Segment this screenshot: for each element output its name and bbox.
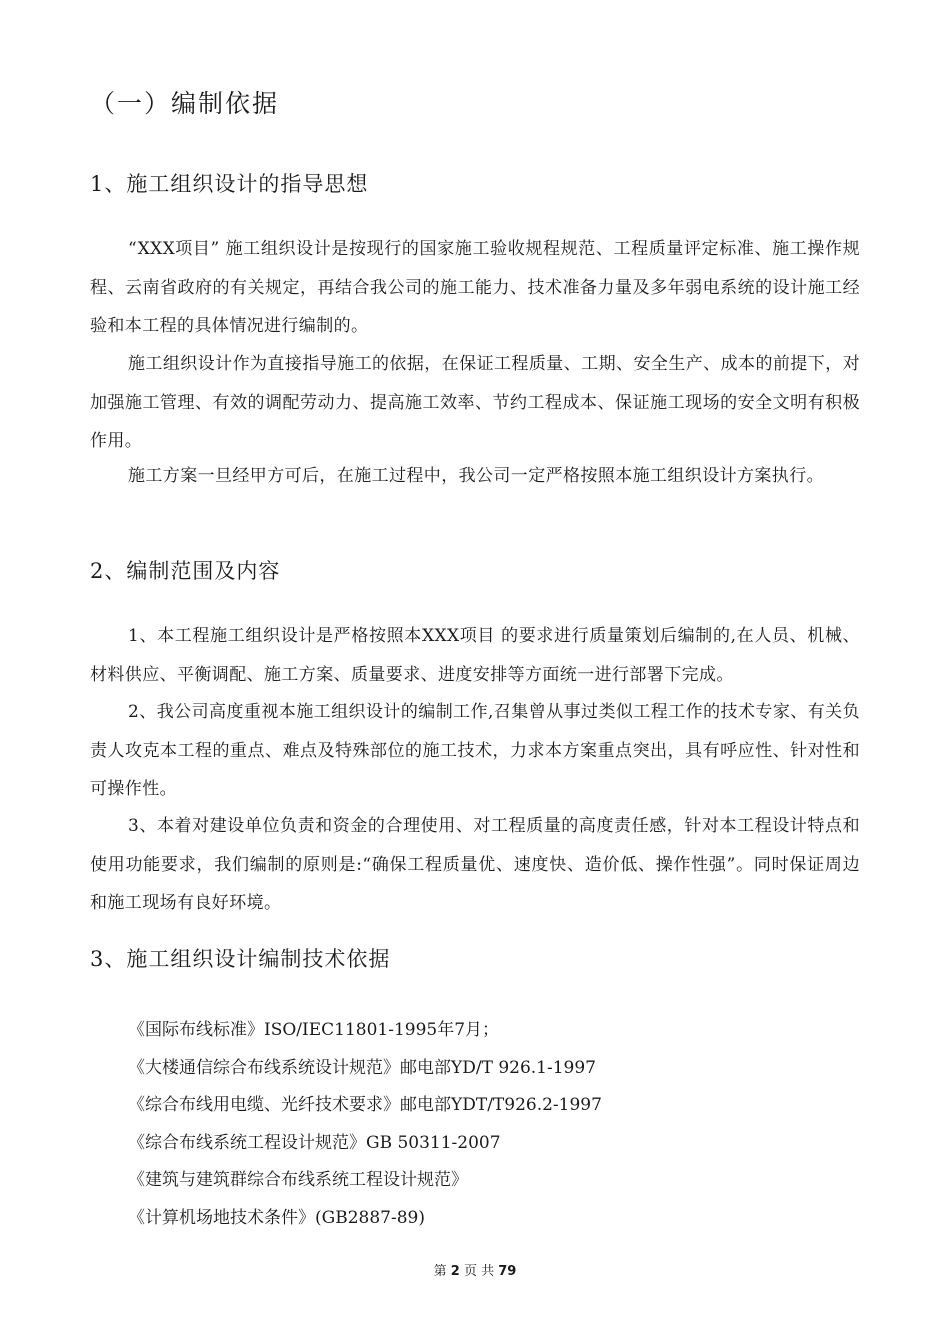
section-1-title: 1、施工组织设计的指导思想: [90, 172, 369, 196]
section-1-paragraph-2: 施工组织设计作为直接指导施工的依据，在保证工程质量、工期、安全生产、成本的前提下，对加强施工管理、有效的调配劳动力、提高施工效率、节约工程成本、保证施工现场的安全文明有积极作用。: [90, 354, 860, 451]
reference-item: 《综合布线用电缆、光纤技术要求》邮电部YDT/T926.2-1997: [128, 1095, 602, 1115]
reference-item: 《综合布线系统工程设计规范》GB 50311-2007: [128, 1132, 501, 1153]
footer-prefix: 第: [433, 1264, 447, 1279]
footer-total-pages: 79: [498, 1264, 517, 1279]
section-1-paragraph-1: “XXX项目” 施工组织设计是按现行的国家施工验收规程规范、工程质量评定标准、施工操作规程、云南省政府的有关规定，再结合我公司的施工能力、技术准备力量及多年弱电系统的设计施工经验和本工程的具体情况进行编制的。: [90, 239, 860, 336]
section-2-paragraph-3: 3、本着对建设单位负责和资金的合理使用、对工程质量的高度责任感，针对本工程设计特点和使用功能要求，我们编制的原则是:“确保工程质量优、速度快、造价低、操作性强”。同时保证周边和施工现场有良好环境。: [90, 816, 860, 913]
reference-item: 《建筑与建筑群综合布线系统工程设计规范》: [128, 1170, 468, 1190]
section-3-title: 3、施工组织设计编制技术依据: [90, 947, 391, 971]
footer-page-number: 2: [450, 1264, 460, 1279]
reference-list: [128, 1012, 602, 1237]
page-footer: [0, 1260, 950, 1279]
reference-item: 《计算机场地技术条件》(GB2887-89): [128, 1207, 425, 1228]
reference-item: 《国际布线标准》ISO/IEC11801-1995年7月；: [128, 1020, 500, 1040]
chapter-heading: （一）编制依据: [90, 89, 280, 118]
section-2-paragraph-2: 2、我公司高度重视本施工组织设计的编制工作,召集曾从事过类似工程工作的技术专家、有关负责人攻克本工程的重点、难点及特殊部位的施工技术，力求本方案重点突出，具有呼应性、针对性和可操作性。: [90, 702, 860, 799]
section-1-paragraph-3: 施工方案一旦经甲方可后，在施工过程中，我公司一定严格按照本施工组织设计方案执行。: [128, 466, 824, 486]
section-2-title: 2、编制范围及内容: [90, 559, 281, 583]
reference-item: 《大楼通信综合布线系统设计规范》邮电部YD/T 926.1-1997: [128, 1057, 596, 1078]
section-2-paragraph-1: 1、本工程施工组织设计是严格按照本XXX项目 的要求进行质量策划后编制的,在人员、机械、材料供应、平衡调配、施工方案、质量要求、进度安排等方面统一进行部署下完成。: [90, 626, 860, 685]
footer-middle: 页 共: [463, 1264, 495, 1279]
